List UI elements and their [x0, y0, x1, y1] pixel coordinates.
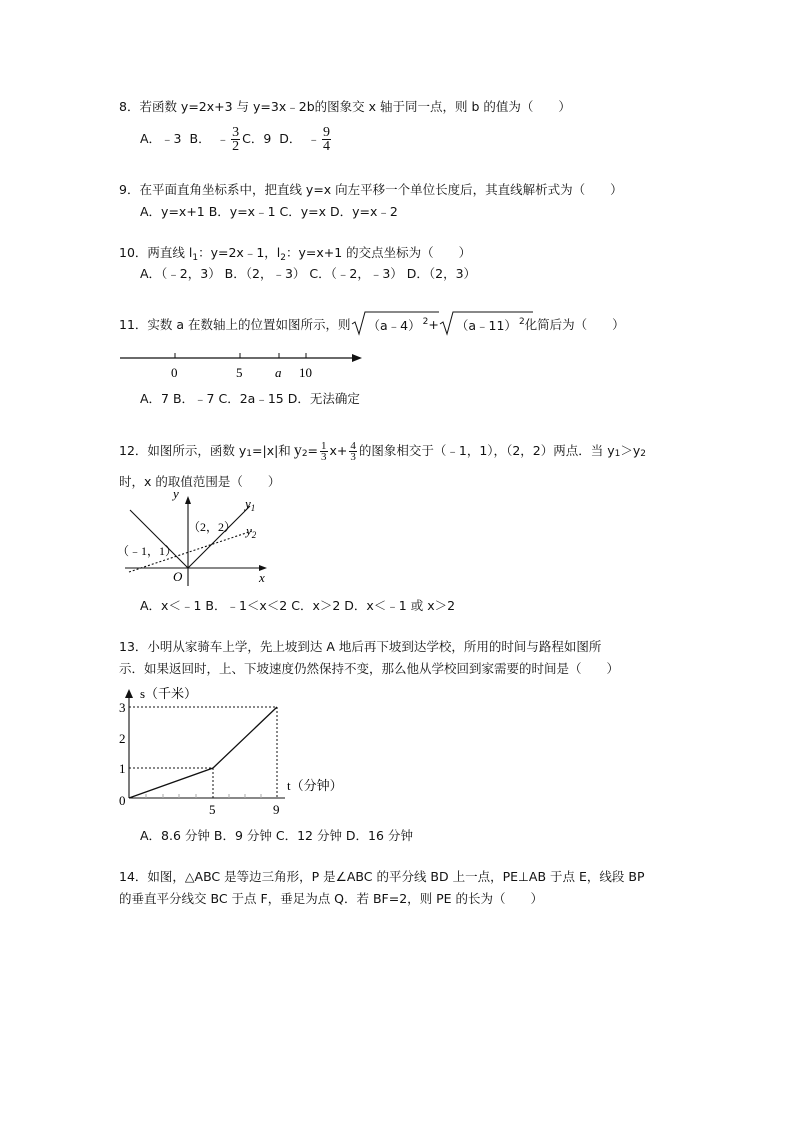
- number-line-label-5: 5: [236, 365, 243, 380]
- q10-sub1: 1: [192, 253, 199, 263]
- q12-options: A．x＜﹣1 B．﹣1＜x＜2 C．x＞2 D．x＜﹣1 或 x＞2: [140, 598, 456, 613]
- q12-fraction-2: [349, 441, 357, 462]
- q11-number-line: [118, 348, 368, 382]
- q8-d-denominator: 4: [322, 138, 330, 154]
- graph-point2-label: （2，2）: [188, 520, 237, 534]
- q11-exp-1: 2: [422, 317, 429, 327]
- q12-fraction-1: [320, 441, 328, 462]
- number-line-label-0: 0: [171, 365, 178, 380]
- q8-option-d-sign: ﹣: [307, 131, 320, 146]
- q10-options: A．（﹣2，3） B．（2，﹣3） C．（﹣2，﹣3） D．（2，3）: [140, 266, 477, 281]
- q13-y-axis-label: s（千米）: [140, 686, 198, 701]
- q11-plus: +: [428, 317, 439, 332]
- q12-stem: [119, 434, 646, 468]
- q8-d-numerator: 9: [322, 124, 330, 140]
- q8-option-c: C．9: [242, 131, 272, 146]
- arrow-up-icon: [185, 496, 191, 504]
- q11-exp-2: 2: [518, 317, 525, 327]
- q14-line2: 的垂直平分线交 BC 于点 F，垂足为点 Q．若 BF=2，则 PE 的长为（ ）: [119, 891, 544, 906]
- q11-radical-2: [439, 314, 525, 336]
- q12-line2: 时，x 的取值范围是（ ）: [119, 474, 281, 489]
- q11-radicand-2: （a﹣11）: [455, 318, 517, 333]
- q12-frac1-num: 1: [321, 439, 327, 452]
- q8-stem: 8．若函数 y=2x+3 与 y=3x﹣2b的图象交 x 轴于同一点，则 b 的值为（ ）: [119, 99, 571, 114]
- q12-gt: ＞y: [620, 443, 641, 458]
- graph-y1-line: [130, 506, 250, 568]
- q12-stem-pre: 12．如图所示，函数 y: [119, 443, 247, 458]
- q10-stem-pre: 10．两直线 l: [119, 245, 193, 260]
- graph-point1-label: （﹣1，1）: [117, 544, 178, 558]
- q9-stem: 9．在平面直角坐标系中，把直线 y=x 向左平移一个单位长度后，其直线解析式为（ ）: [119, 182, 623, 197]
- q11-stem-post: 化简后为（ ）: [524, 317, 625, 332]
- q12-frac1-den: 3: [321, 450, 327, 463]
- number-line-label-10: 10: [299, 365, 312, 380]
- q13-y-tick-3: 3: [119, 700, 126, 715]
- graph-origin-label: O: [173, 569, 183, 584]
- q8-option-d-label: D．: [279, 131, 302, 146]
- q10-sub2: 2: [280, 253, 286, 263]
- graph-x-axis-label: x: [259, 570, 265, 585]
- q8-b-numerator: 3: [232, 124, 240, 140]
- q11-stem-pre: 11．实数 a 在数轴上的位置如图所示，则: [119, 317, 351, 332]
- q10-stem-mid2: ：y=x+1 的交点坐标为（ ）: [285, 245, 472, 260]
- q12-y2-sub: 2: [301, 449, 308, 459]
- q12-stem-mid: =|x|和: [252, 443, 291, 458]
- q13-x-axis-label: t（分钟）: [287, 778, 343, 793]
- q12-cond-sub1: 1: [614, 449, 621, 459]
- q13-y-tick-0: 0: [119, 793, 126, 808]
- q13-x-tick-9: 9: [273, 802, 280, 817]
- graph-y2-label: $y_2$: [246, 523, 257, 540]
- q13-x-tick-5: 5: [209, 802, 216, 817]
- graph-y1-label: $y_1$: [245, 496, 256, 513]
- q12-frac2-den: 3: [350, 450, 356, 463]
- q12-eq: =: [307, 443, 319, 458]
- q12-x-plus: x+: [329, 443, 348, 458]
- q13-line2: 示．如果返回时，上、下坡速度仍然保持不变，那么他从学校回到家需要的时间是（ ）: [119, 661, 620, 676]
- q12-cond-sub2: 2: [640, 449, 646, 459]
- q9-options: A．y=x+1 B．y=x﹣1 C．y=x D．y=x﹣2: [140, 204, 398, 219]
- q8-option-b-label: B．: [189, 131, 211, 146]
- arrow-up-icon: [125, 689, 133, 698]
- q12-frac2-num: 4: [350, 439, 356, 452]
- q8-options: [140, 120, 333, 158]
- q13-y-tick-2: 2: [119, 731, 126, 746]
- q11-stem: [119, 312, 625, 338]
- q8-b-denominator: 2: [232, 138, 240, 154]
- q8-option-a: A．﹣3: [140, 131, 182, 146]
- q13-graph: [115, 686, 355, 820]
- q11-options: A．7 B．﹣7 C．2a﹣15 D．无法确定: [140, 391, 360, 406]
- q13-line1: 13．小明从家骑车上学，先上坡到达 A 地后再下坡到达学校，所用的时间与路程如图所: [119, 639, 602, 654]
- q12-sub1: 1: [246, 449, 253, 459]
- q13-distance-line: [129, 707, 277, 798]
- q11-radical-1: [351, 314, 429, 336]
- q13-y-tick-1: 1: [119, 761, 126, 776]
- q12-graph: [115, 490, 275, 588]
- q8-option-d-fraction: [322, 126, 331, 153]
- q10-stem: [119, 245, 471, 263]
- q10-stem-mid1: ：y=2x﹣1，l: [198, 245, 281, 260]
- q14-line1: 14．如图，△ABC 是等边三角形，P 是∠ABC 的平分线 BD 上一点，PE⊥AB 于点 E，线段 BP: [119, 869, 645, 884]
- arrow-right-icon: [352, 354, 362, 362]
- q13-options: A．8.6 分钟 B．9 分钟 C．12 分钟 D．16 分钟: [140, 828, 413, 843]
- number-line-label-a: a: [275, 365, 282, 380]
- q11-radicand-1: （a﹣4）: [367, 318, 421, 333]
- graph-y-axis-label: y: [173, 490, 179, 501]
- q8-option-b-fraction: [231, 126, 240, 153]
- q12-y2: y: [293, 442, 302, 459]
- q8-option-b-sign: ﹣: [216, 131, 230, 146]
- q12-stem-post: 的图象相交于（﹣1，1），（2，2）两点．当 y: [358, 443, 615, 458]
